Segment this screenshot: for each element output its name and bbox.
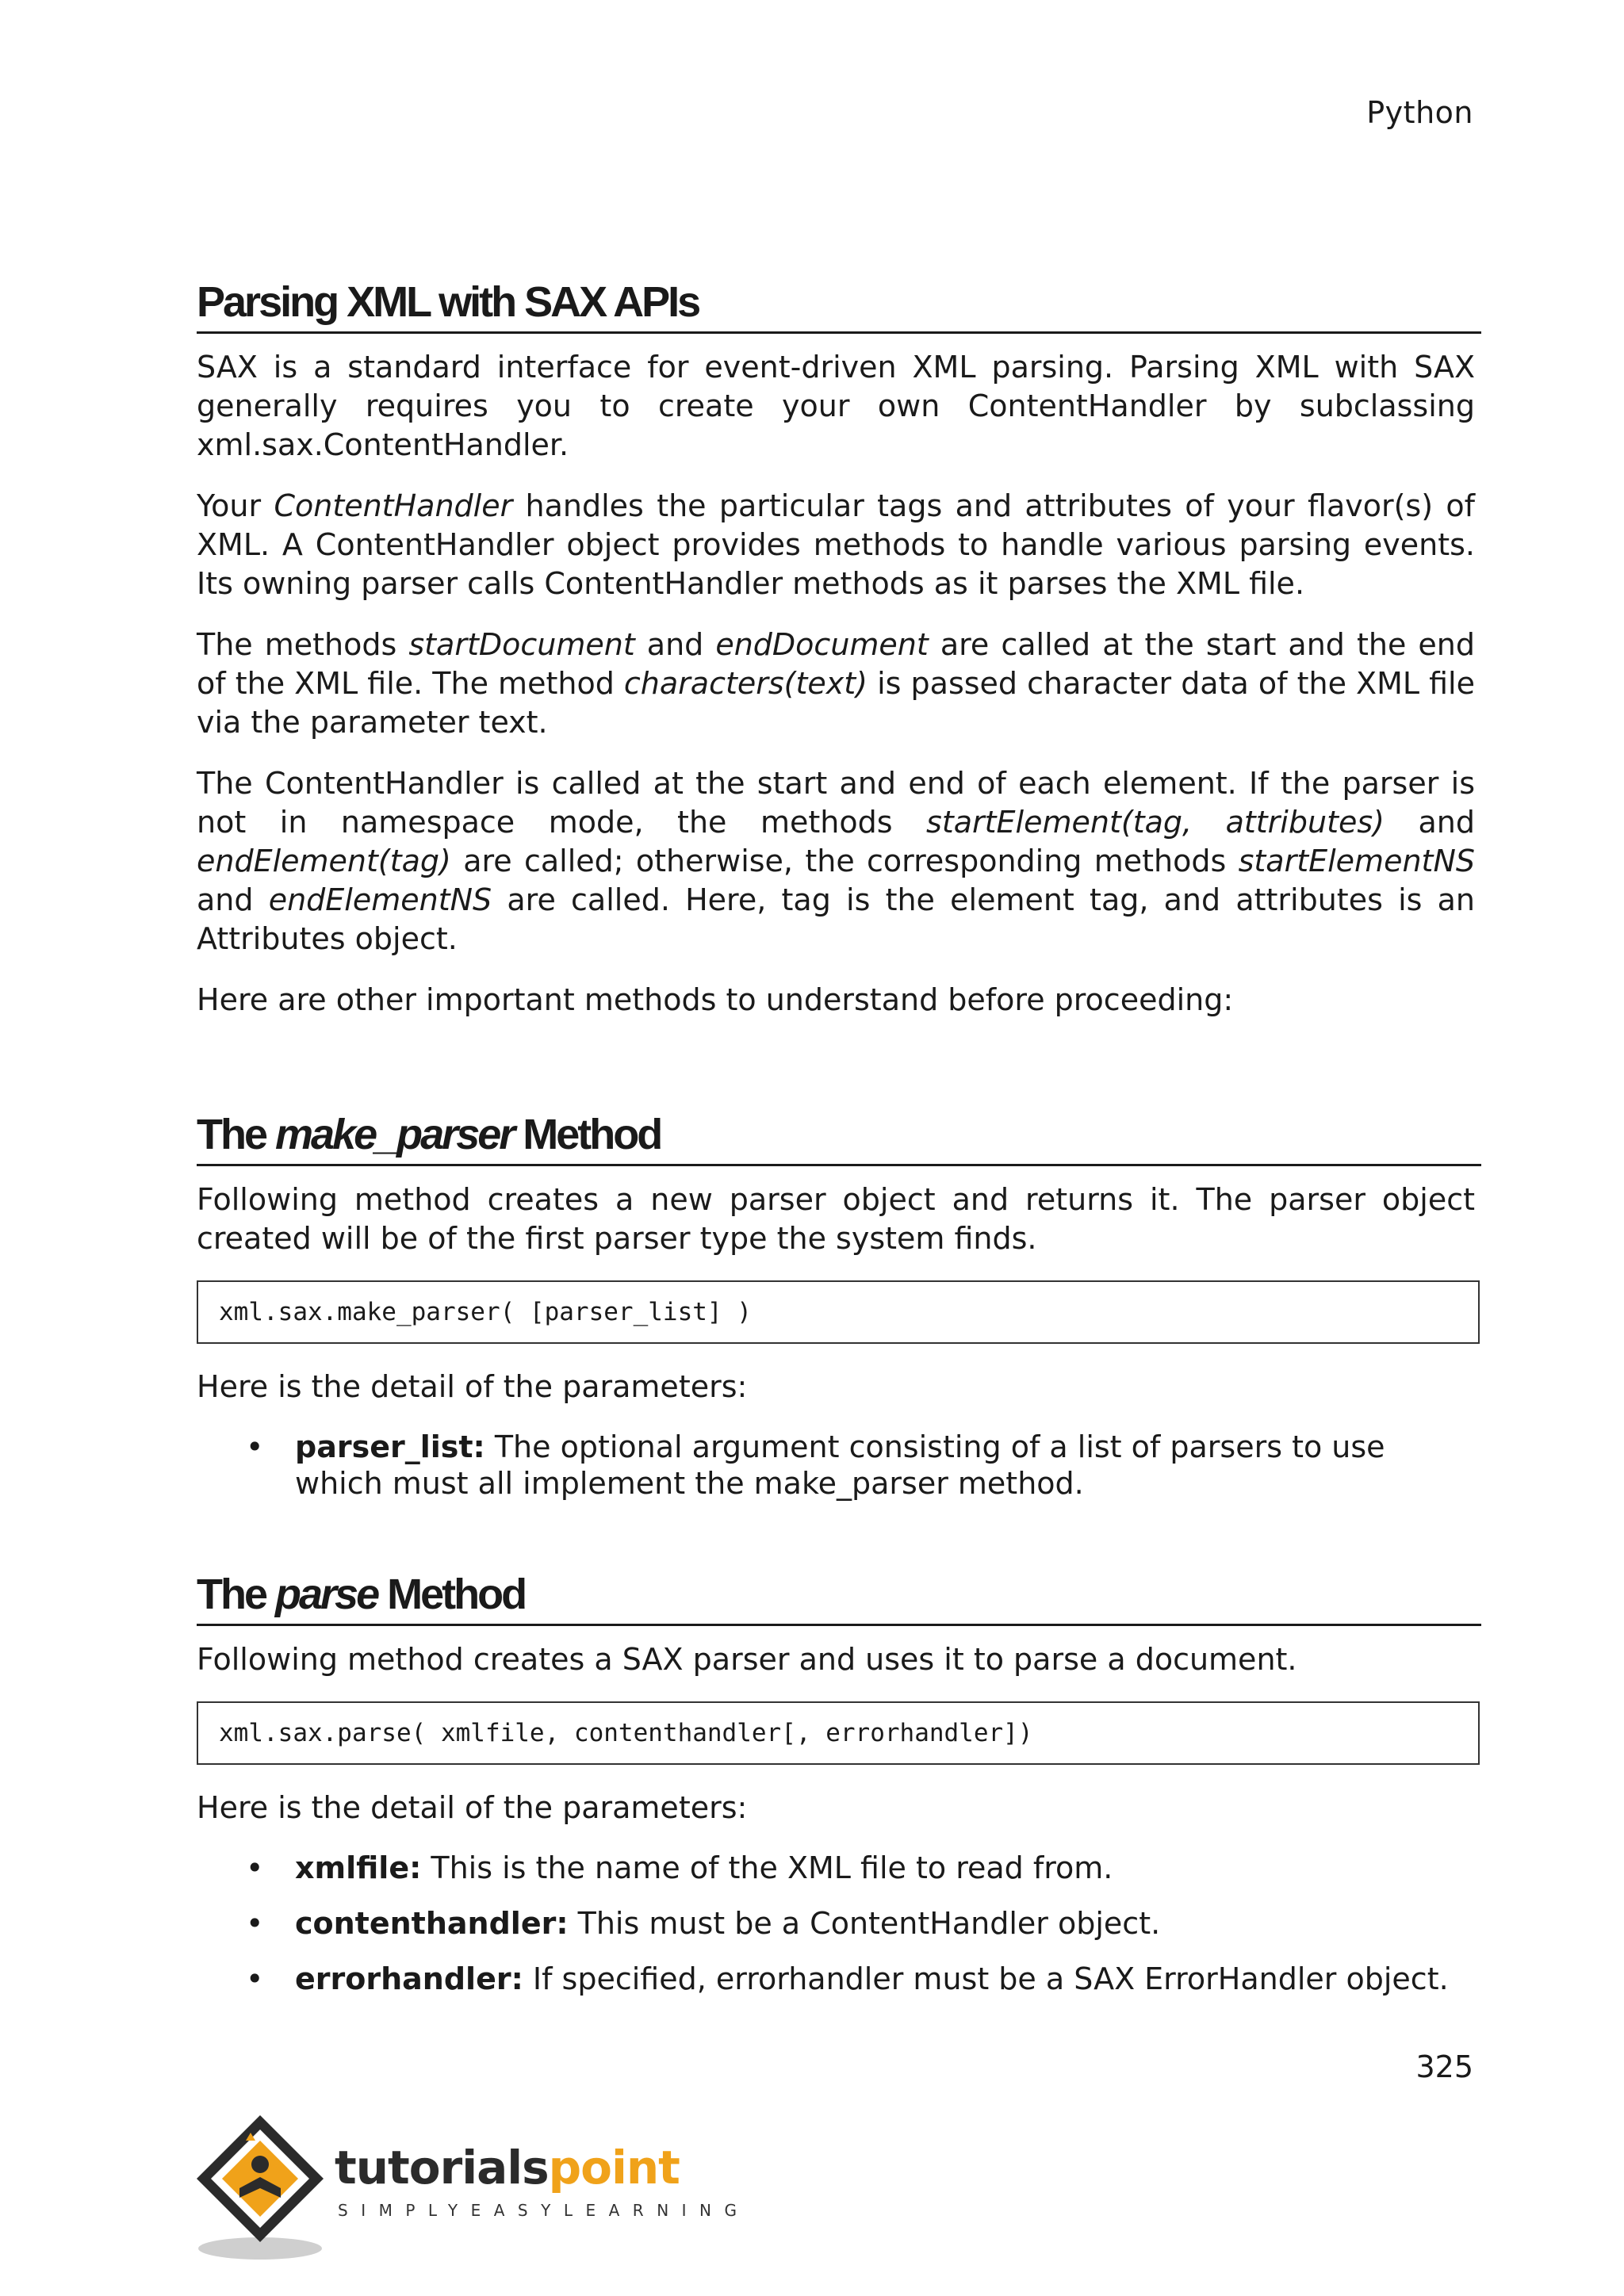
text-run: and: [1384, 805, 1475, 840]
emphasis-startelement: startElement(tag, attributes): [926, 805, 1385, 840]
text-run: are called. Here, tag is the element tag, and attributes is an Attributes object.: [197, 882, 1476, 956]
text-run: and: [634, 627, 716, 662]
heading-run: The: [197, 1111, 276, 1158]
emphasis-enddocument: endDocument: [715, 627, 929, 662]
heading-run: Method: [513, 1111, 661, 1158]
text-run: are called; otherwise, the corresponding methods: [450, 844, 1239, 878]
heading-run: Method: [377, 1571, 526, 1618]
section-heading-make-parser: [197, 1110, 1481, 1166]
section-heading-sax: Parsing XML with SAX APIs: [197, 277, 1481, 334]
logo-wordmark: tutorialspoint: [335, 2141, 680, 2195]
emphasis-characters: characters(text): [623, 666, 868, 701]
param-desc: This must be a ContentHandler object.: [568, 1906, 1161, 1941]
paragraph-make-parser-desc: Following method creates a new parser object and returns it. The parser object created will be of the first parser type the system finds.: [197, 1182, 1475, 1256]
bullet-icon: •: [246, 1429, 264, 1464]
page-number: 325: [1415, 2049, 1473, 2084]
param-name: errorhandler:: [295, 1961, 523, 1996]
list-item: [197, 1905, 1475, 1942]
text-run: The ContentHandler is called at the start and end of each element. If the parser is not in namespace mode, the methods: [197, 766, 1475, 840]
text-run: and: [197, 882, 269, 917]
paragraph-params-intro: Here is the detail of the parameters:: [197, 1790, 748, 1825]
running-title: Python: [1366, 95, 1473, 130]
paragraph-document-methods: [197, 626, 1475, 742]
paragraph-contenthandler: [197, 487, 1475, 603]
paragraph-parse-desc: Following method creates a SAX parser and uses it to parse a document.: [197, 1642, 1297, 1677]
bullet-icon: •: [246, 1906, 264, 1941]
param-desc: The optional argument consisting of a list of parsers to use which must all implement the make_parser method.: [295, 1429, 1385, 1501]
param-desc: This is the name of the XML file to read from.: [421, 1850, 1113, 1885]
heading-run: The: [197, 1571, 276, 1618]
emphasis-startelementns: startElementNS: [1238, 844, 1475, 878]
list-item: [197, 1429, 1475, 1502]
heading-emphasis: make_parser: [275, 1111, 514, 1158]
logo-tagline: SIMPLYEASYLEARNING: [338, 2201, 750, 2220]
paragraph-other-methods: Here are other important methods to understand before proceeding:: [197, 982, 1234, 1017]
list-item: [197, 1850, 1475, 1886]
paragraph-sax-intro: SAX is a standard interface for event-driven XML parsing. Parsing XML with SAX generally requires you to create your own ContentHandler by subclassing xml.sax.ContentHandler.: [197, 350, 1475, 462]
param-name: contenthandler:: [295, 1906, 569, 1941]
emphasis-startdocument: startDocument: [408, 627, 635, 662]
bullet-icon: •: [246, 1850, 264, 1885]
text-run: Your: [197, 488, 274, 523]
emphasis-endelementns: endElementNS: [268, 882, 492, 917]
tutorialspoint-logo: [190, 2109, 750, 2267]
paragraph-element-methods: [197, 764, 1475, 959]
emphasis-endelement: endElement(tag): [197, 844, 451, 878]
param-name: parser_list:: [295, 1429, 485, 1464]
param-name: xmlfile:: [295, 1850, 422, 1885]
heading-emphasis: parse: [275, 1571, 378, 1618]
code-block-make-parser: xml.sax.make_parser( [parser_list] ): [197, 1280, 1480, 1344]
section-heading-parse: [197, 1570, 1481, 1626]
text-run: is passed character data of the XML file via the parameter text.: [197, 666, 1475, 740]
list-item: [197, 1961, 1475, 1997]
paragraph-params-intro: Here is the detail of the parameters:: [197, 1369, 748, 1404]
parameter-list-parse: [197, 1850, 1475, 1997]
param-desc: If specified, errorhandler must be a SAX ErrorHandler object.: [523, 1961, 1449, 1996]
text-run: handles the particular tags and attributes of your flavor(s) of XML. A ContentHandler object provides methods to handle various parsing events. Its owning parser calls ContentHandler methods as it parses the XML file.: [197, 488, 1475, 601]
code-block-parse: xml.sax.parse( xmlfile, contenthandler[, errorhandler]): [197, 1701, 1480, 1765]
text-run: The methods: [197, 627, 409, 662]
parameter-list-make-parser: [197, 1429, 1475, 1502]
bullet-icon: •: [246, 1961, 264, 1996]
logo-diamond-icon: [190, 2109, 333, 2267]
emphasis-contenthandler: ContentHandler: [274, 488, 513, 523]
page-content: [197, 277, 1475, 2016]
text-run: are called at the start and the end of the XML file. The method: [197, 627, 1475, 701]
